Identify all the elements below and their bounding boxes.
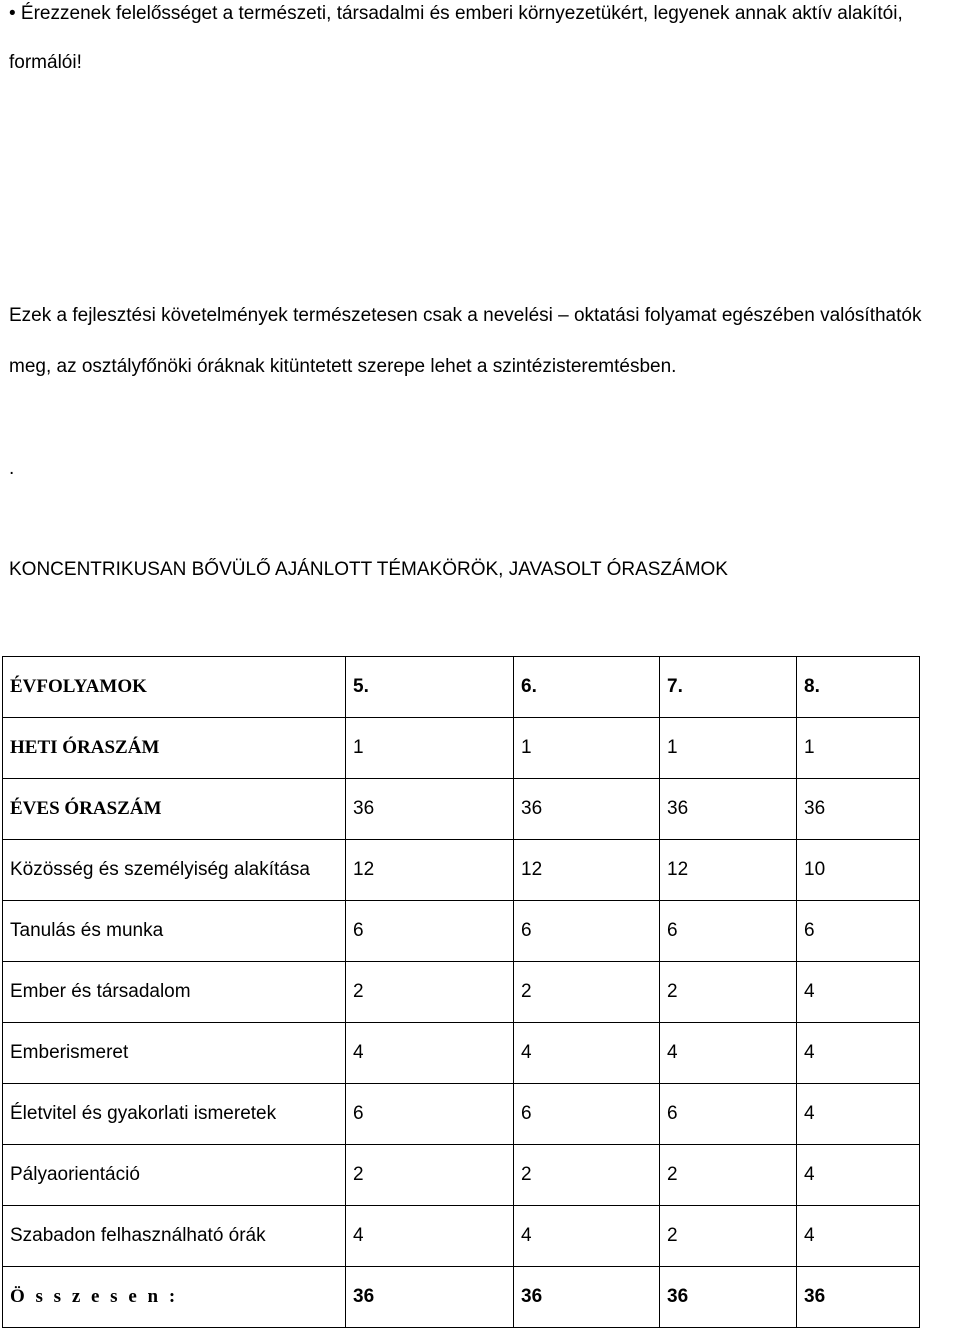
cell-value: 2 xyxy=(660,962,797,1023)
table-total-row xyxy=(3,1267,920,1328)
row-label: Tanulás és munka xyxy=(3,901,346,962)
cell-value: 2 xyxy=(346,1145,514,1206)
cell-value: 4 xyxy=(797,1206,920,1267)
cell-value: 36 xyxy=(797,779,920,840)
cell-value: 4 xyxy=(514,1023,660,1084)
table-row xyxy=(3,779,920,840)
row-label: Ember és társadalom xyxy=(3,962,346,1023)
cell-value: 1 xyxy=(346,718,514,779)
cell-value: 4 xyxy=(797,1023,920,1084)
grades-header-label: ÉVFOLYAMOK xyxy=(3,657,346,718)
cell-value: 12 xyxy=(514,840,660,901)
cell-value: 4 xyxy=(346,1206,514,1267)
cell-value: 2 xyxy=(346,962,514,1023)
grade-8-header: 8. xyxy=(797,657,920,718)
cell-value: 6 xyxy=(660,901,797,962)
total-value: 36 xyxy=(797,1267,920,1328)
cell-value: 4 xyxy=(346,1023,514,1084)
total-value: 36 xyxy=(514,1267,660,1328)
cell-value: 4 xyxy=(797,1145,920,1206)
grade-6-header: 6. xyxy=(514,657,660,718)
cell-value: 10 xyxy=(797,840,920,901)
table-row xyxy=(3,840,920,901)
cell-value: 6 xyxy=(660,1084,797,1145)
cell-value: 12 xyxy=(346,840,514,901)
table-row xyxy=(3,901,920,962)
table-row xyxy=(3,1023,920,1084)
total-label: Ö s s z e s e n : xyxy=(3,1267,346,1328)
cell-value: 4 xyxy=(660,1023,797,1084)
table-row xyxy=(3,1084,920,1145)
table-row xyxy=(3,962,920,1023)
development-paragraph-line-1: Ezek a fejlesztési követelmények természetesen csak a nevelési – oktatási folyamat egészében valósíthatók xyxy=(9,305,922,326)
cell-value: 6 xyxy=(514,901,660,962)
cell-value: 36 xyxy=(346,779,514,840)
total-value: 36 xyxy=(346,1267,514,1328)
row-label: Szabadon felhasználható órák xyxy=(3,1206,346,1267)
row-label: Emberismeret xyxy=(3,1023,346,1084)
cell-value: 1 xyxy=(514,718,660,779)
cell-value: 6 xyxy=(797,901,920,962)
table-header-row xyxy=(3,657,920,718)
total-value: 36 xyxy=(660,1267,797,1328)
table-row xyxy=(3,1145,920,1206)
bullet-paragraph-continuation: formálói! xyxy=(9,52,82,73)
cell-value: 6 xyxy=(346,901,514,962)
cell-value: 6 xyxy=(514,1084,660,1145)
row-label: Pályaorientáció xyxy=(3,1145,346,1206)
cell-value: 2 xyxy=(514,962,660,1023)
row-label: HETI ÓRASZÁM xyxy=(3,718,346,779)
hours-table xyxy=(2,656,920,1328)
cell-value: 2 xyxy=(514,1145,660,1206)
cell-value: 2 xyxy=(660,1206,797,1267)
cell-value: 36 xyxy=(514,779,660,840)
cell-value: 4 xyxy=(514,1206,660,1267)
cell-value: 12 xyxy=(660,840,797,901)
table-row xyxy=(3,1206,920,1267)
bullet-paragraph-line: • Érezzenek felelősséget a természeti, társadalmi és emberi környezetükért, legyenek annak aktív alakítói, xyxy=(9,3,903,24)
table-row xyxy=(3,718,920,779)
cell-value: 6 xyxy=(346,1084,514,1145)
cell-value: 1 xyxy=(660,718,797,779)
section-heading: KONCENTRIKUSAN BŐVÜLŐ AJÁNLOTT TÉMAKÖRÖK, JAVASOLT ÓRASZÁMOK xyxy=(9,559,728,580)
cell-value: 36 xyxy=(660,779,797,840)
cell-value: 4 xyxy=(797,1084,920,1145)
row-label: Életvitel és gyakorlati ismeretek xyxy=(3,1084,346,1145)
grade-7-header: 7. xyxy=(660,657,797,718)
row-label: ÉVES ÓRASZÁM xyxy=(3,779,346,840)
row-label: Közösség és személyiség alakítása xyxy=(3,840,346,901)
cell-value: 2 xyxy=(660,1145,797,1206)
cell-value: 1 xyxy=(797,718,920,779)
grade-5-header: 5. xyxy=(346,657,514,718)
separator-dot: . xyxy=(9,458,15,479)
development-paragraph-line-2: meg, az osztályfőnöki óráknak kitüntetett szerepe lehet a szintézisteremtésben. xyxy=(9,356,677,377)
cell-value: 4 xyxy=(797,962,920,1023)
